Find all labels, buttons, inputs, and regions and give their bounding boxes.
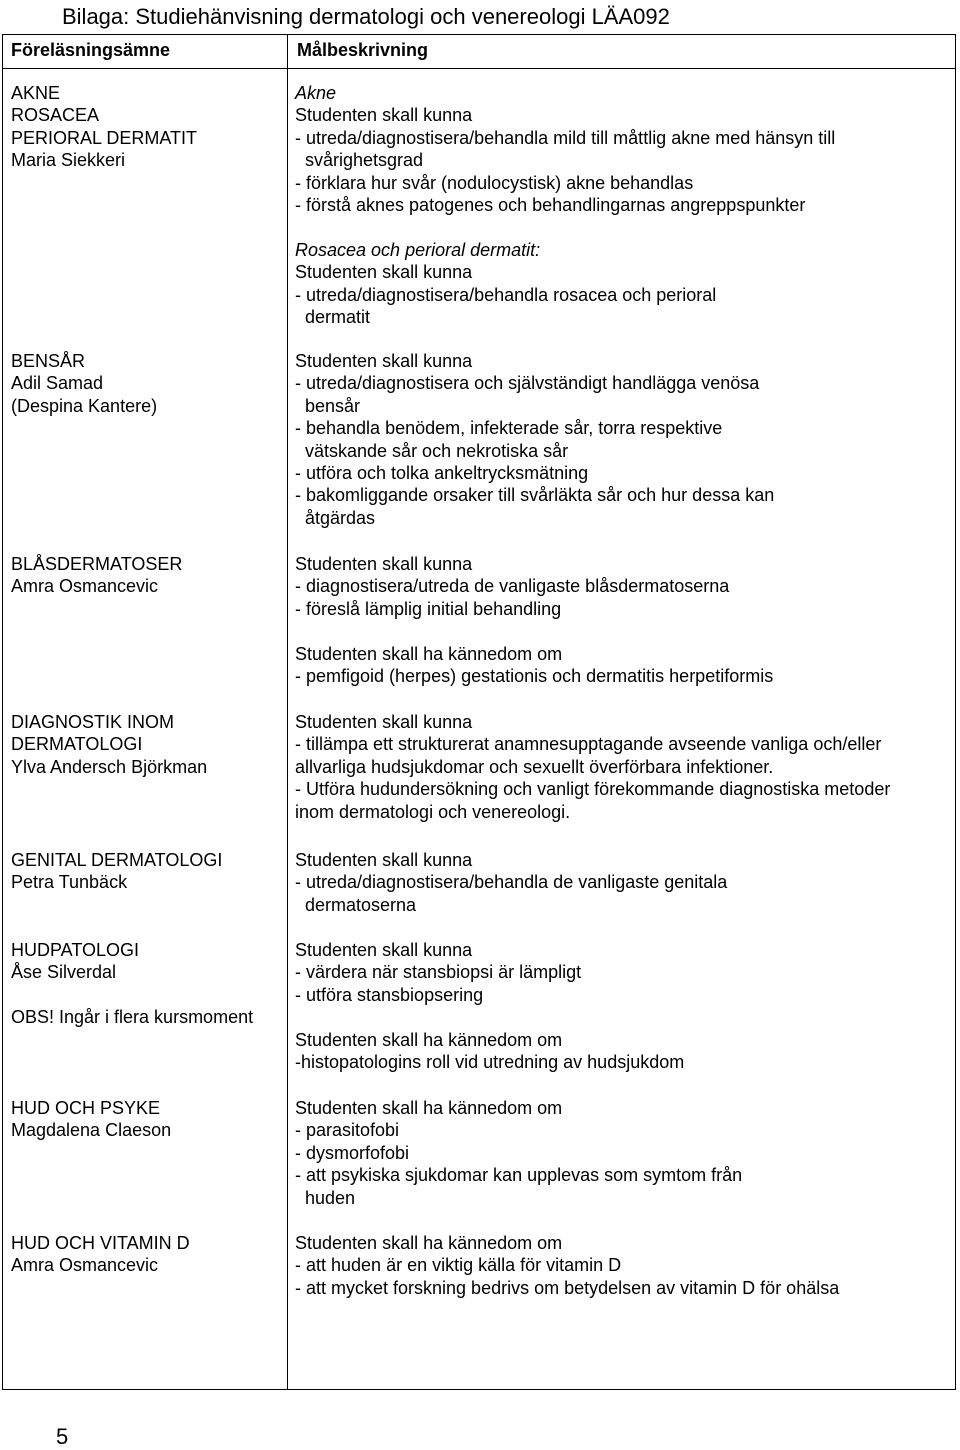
lecture-topic-cell: [11, 350, 157, 417]
goal-line: - att psykiska sjukdomar kan upplevas som symtom från: [295, 1165, 743, 1186]
goal-line: - att huden är en viktig källa för vitamin D: [295, 1255, 622, 1276]
goal-description-cell: [295, 1029, 684, 1074]
goal-line: - utreda/diagnostisera/behandla rosacea och perioral: [295, 284, 717, 305]
topic-line: Amra Osmancevic: [11, 576, 159, 597]
goal-line: Studenten skall ha kännedom om: [295, 644, 563, 664]
goal-line: Studenten skall kunna: [295, 554, 473, 574]
goal-description-cell: [295, 711, 890, 823]
lecture-topic-cell: [11, 1006, 253, 1028]
header-lecture-topic: Föreläsningsämne: [11, 40, 171, 60]
goal-line: Studenten skall ha kännedom om: [295, 1098, 563, 1118]
goal-description-cell: [295, 553, 729, 620]
goal-line: inom dermatologi och venereologi.: [295, 801, 571, 822]
table-header-row: [3, 35, 955, 69]
goal-description-cell: [295, 350, 774, 529]
goal-description-cell: [295, 1097, 742, 1209]
goal-line: bensår: [305, 395, 361, 416]
goal-line: huden: [305, 1187, 356, 1208]
page-number: 5: [56, 1424, 69, 1449]
goal-line: Studenten skall kunna: [295, 712, 473, 732]
goal-line: - tillämpa ett strukturerat anamnesupptagande avseende vanliga och/eller: [295, 734, 882, 755]
goal-line: Studenten skall kunna: [295, 105, 473, 126]
goal-line: dermatit: [305, 307, 371, 328]
goal-line: - utreda/diagnostisera/behandla mild till måttlig akne med hänsyn till: [295, 127, 836, 148]
lecture-topic-cell: [11, 82, 197, 172]
goal-description-cell: [295, 939, 581, 1006]
topic-line: DIAGNOSTIK INOM: [11, 712, 175, 732]
goal-line: Akne: [295, 83, 337, 103]
lecture-topic-cell: [11, 939, 139, 984]
topic-line: Maria Siekkeri: [11, 150, 126, 171]
topic-line: PERIORAL DERMATIT: [11, 127, 198, 148]
goal-line: Studenten skall kunna: [295, 940, 473, 960]
topic-line: AKNE: [11, 83, 61, 103]
goal-line: - behandla benödem, infekterade sår, torra respektive: [295, 418, 723, 439]
goal-description-cell: [295, 1232, 839, 1299]
goal-line: - utreda/diagnostisera/behandla de vanligaste genitala: [295, 872, 728, 893]
topic-line: Petra Tunbäck: [11, 872, 128, 893]
goal-line: - förstå aknes patogenes och behandlingarnas angreppspunkter: [295, 195, 806, 216]
goal-line: -histopatologins roll vid utredning av hudsjukdom: [295, 1052, 685, 1073]
lecture-topic-cell: [11, 711, 207, 778]
goal-line: - utföra stansbiopsering: [295, 984, 484, 1005]
goal-line: - värdera när stansbiopsi är lämpligt: [295, 962, 582, 983]
goal-line: - bakomliggande orsaker till svårläkta sår och hur dessa kan: [295, 485, 775, 506]
goal-line: allvarliga hudsjukdomar och sexuellt överförbara infektioner.: [295, 756, 774, 777]
goal-line: - förklara hur svår (nodulocystisk) akne behandlas: [295, 172, 694, 193]
lecture-topic-cell: [11, 1232, 190, 1277]
goal-line: - utföra och tolka ankeltrycksmätning: [295, 463, 589, 484]
goal-line: - dysmorfofobi: [295, 1142, 410, 1163]
goal-line: Studenten skall kunna: [295, 262, 473, 283]
goal-line: dermatoserna: [305, 894, 417, 915]
topic-line: DERMATOLOGI: [11, 734, 143, 755]
topic-line: BLÅSDERMATOSER: [11, 554, 183, 574]
goal-line: - att mycket forskning bedrivs om betydelsen av vitamin D för ohälsa: [295, 1277, 840, 1298]
topic-line: Åse Silverdal: [11, 962, 117, 983]
goal-line: - föreslå lämplig initial behandling: [295, 598, 562, 619]
topic-line: HUD OCH PSYKE: [11, 1098, 161, 1118]
topic-line: Adil Samad: [11, 373, 104, 394]
goal-line: - pemfigoid (herpes) gestationis och dermatitis herpetiformis: [295, 666, 774, 687]
topic-line: Ylva Andersch Björkman: [11, 756, 208, 777]
goal-line: åtgärdas: [305, 507, 376, 528]
topic-line: GENITAL DERMATOLOGI: [11, 850, 223, 870]
lecture-topic-cell: [11, 1097, 171, 1142]
lecture-topic-cell: [11, 553, 182, 598]
topic-line: Magdalena Claeson: [11, 1120, 172, 1141]
goal-line: Rosacea och perioral dermatit:: [295, 240, 541, 260]
goal-description-cell: [295, 643, 773, 688]
goal-line: - utreda/diagnostisera och självständigt handlägga venösa: [295, 373, 760, 394]
lecture-topic-cell: [11, 849, 222, 894]
goal-line: Studenten skall kunna: [295, 351, 473, 371]
topic-line: ROSACEA: [11, 105, 100, 126]
topic-line: Amra Osmancevic: [11, 1255, 159, 1276]
goal-line: Studenten skall ha kännedom om: [295, 1233, 563, 1253]
topic-line: (Despina Kantere): [11, 395, 158, 416]
topic-line: HUDPATOLOGI: [11, 940, 140, 960]
goal-line: Studenten skall ha kännedom om: [295, 1030, 563, 1050]
goal-line: Studenten skall kunna: [295, 850, 473, 870]
topic-line: HUD OCH VITAMIN D: [11, 1233, 190, 1253]
page-title: Bilaga: Studiehänvisning dermatologi och venereologi LÄA092: [62, 4, 670, 29]
topic-line: BENSÅR: [11, 351, 86, 371]
goal-line: - Utföra hudundersökning och vanligt förekommande diagnostiska metoder: [295, 779, 891, 800]
header-goal-description: Målbeskrivning: [297, 40, 429, 60]
goal-line: - diagnostisera/utreda de vanligaste blåsdermatoserna: [295, 576, 730, 597]
goal-line: - parasitofobi: [295, 1120, 400, 1141]
topic-line: OBS! Ingår i flera kursmoment: [11, 1007, 254, 1027]
goal-description-cell: [295, 82, 835, 216]
goal-line: vätskande sår och nekrotiska sår: [305, 440, 569, 461]
goal-description-cell: [295, 239, 716, 329]
column-divider: [287, 35, 288, 1389]
goal-description-cell: [295, 849, 727, 916]
goal-line: svårighetsgrad: [305, 150, 424, 171]
